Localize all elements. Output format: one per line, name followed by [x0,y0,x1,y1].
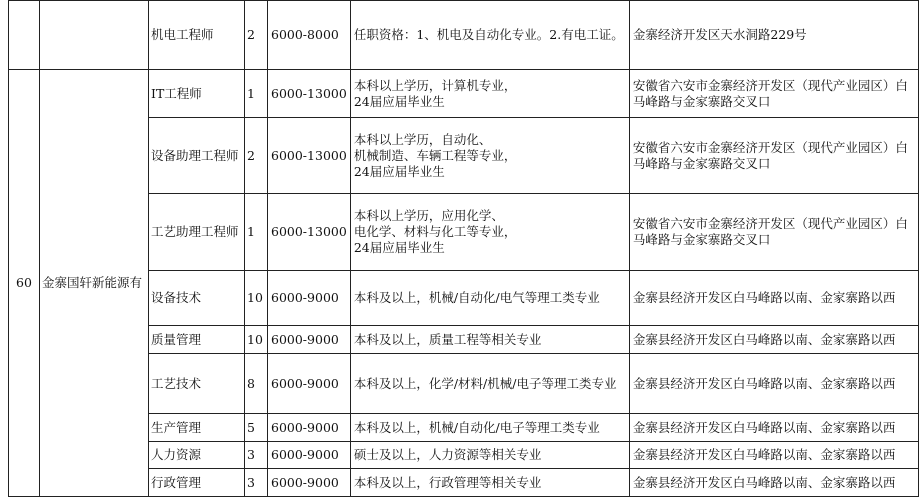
position-cell: 机电工程师 [149,1,245,70]
requirement-cell: 任职资格：1、机电及自动化专业。2.有电工证。 [350,1,629,70]
position-cell: 设备助理工程师 [149,118,245,194]
salary-cell: 6000-9000 [268,354,351,414]
position-cell: 工艺助理工程师 [149,194,245,271]
salary-cell: 6000-13000 [268,70,351,118]
address-cell: 安徽省六安市金寨经济开发区（现代产业园区）白马峰路与金家寨路交叉口 [629,70,918,118]
table-row [9,70,919,118]
requirement-line: 24届应届毕业生 [353,240,445,255]
requirement-line: 机械制造、车辆工程等专业， [353,147,517,163]
requirement-cell [350,118,629,194]
position-cell: 工艺技术 [149,354,245,414]
position-cell: 人力资源 [149,442,245,469]
count-cell: 1 [245,70,268,118]
requirement-cell: 本科及以上，化学/材料/机械/电子等理工类专业 [350,354,629,414]
requirement-line: 本科以上学历，计算机专业， [353,77,517,93]
requirement-line: 本科以上学历，自动化、 [353,131,492,147]
address-cell: 金寨县经济开发区白马峰路以南、金家寨路以西 [629,271,918,326]
address-cell: 金寨经济开发区天水洞路229号 [629,1,918,70]
table-row [9,1,919,70]
address-cell: 金寨县经济开发区白马峰路以南、金家寨路以西 [629,326,918,354]
count-cell: 3 [245,469,268,497]
position-cell: 设备技术 [149,271,245,326]
company-cell-empty [40,1,149,70]
requirement-line: 电化学、材料与化工等专业， [353,224,517,239]
requirement-cell: 本科及以上，行政管理等相关专业 [350,469,629,497]
count-cell: 5 [245,414,268,442]
salary-cell: 6000-13000 [268,194,351,271]
count-cell: 2 [245,118,268,194]
address-cell: 金寨县经济开发区白马峰路以南、金家寨路以西 [629,354,918,414]
salary-cell: 6000-9000 [268,469,351,497]
requirement-line: 24届应届毕业生 [353,163,445,179]
count-cell: 3 [245,442,268,469]
count-cell: 2 [245,1,268,70]
index-cell-empty [9,1,40,70]
requirement-cell: 本科及以上，质量工程等相关专业 [350,326,629,354]
count-cell: 8 [245,354,268,414]
count-cell: 10 [245,271,268,326]
salary-cell: 6000-9000 [268,414,351,442]
address-cell: 安徽省六安市金寨经济开发区（现代产业园区）白马峰路与金家寨路交叉口 [629,194,918,271]
job-table [8,0,919,497]
requirement-cell [350,70,629,118]
salary-cell: 6000-13000 [268,118,351,194]
requirement-line: 本科以上学历，应用化学、 [353,208,504,223]
position-cell: 质量管理 [149,326,245,354]
address-cell: 金寨县经济开发区白马峰路以南、金家寨路以西 [629,469,918,497]
requirement-cell [350,194,629,271]
salary-cell: 6000-8000 [268,1,351,70]
position-cell: 行政管理 [149,469,245,497]
salary-cell: 6000-9000 [268,326,351,354]
position-cell: 生产管理 [149,414,245,442]
address-cell: 金寨县经济开发区白马峰路以南、金家寨路以西 [629,414,918,442]
requirement-cell: 本科及以上，机械/自动化/电子等理工类专业 [350,414,629,442]
count-cell: 1 [245,194,268,271]
count-cell: 10 [245,326,268,354]
index-cell: 60 [9,70,40,497]
address-cell: 安徽省六安市金寨经济开发区（现代产业园区）白马峰路与金家寨路交叉口 [629,118,918,194]
position-cell: IT工程师 [149,70,245,118]
address-cell: 金寨县经济开发区白马峰路以南、金家寨路以西 [629,442,918,469]
company-cell: 金寨国轩新能源有 [40,70,149,497]
requirement-line: 24届应届毕业生 [353,93,445,109]
requirement-cell: 硕士及以上，人力资源等相关专业 [350,442,629,469]
salary-cell: 6000-9000 [268,271,351,326]
requirement-cell: 本科及以上，机械/自动化/电气等理工类专业 [350,271,629,326]
salary-cell: 6000-9000 [268,442,351,469]
